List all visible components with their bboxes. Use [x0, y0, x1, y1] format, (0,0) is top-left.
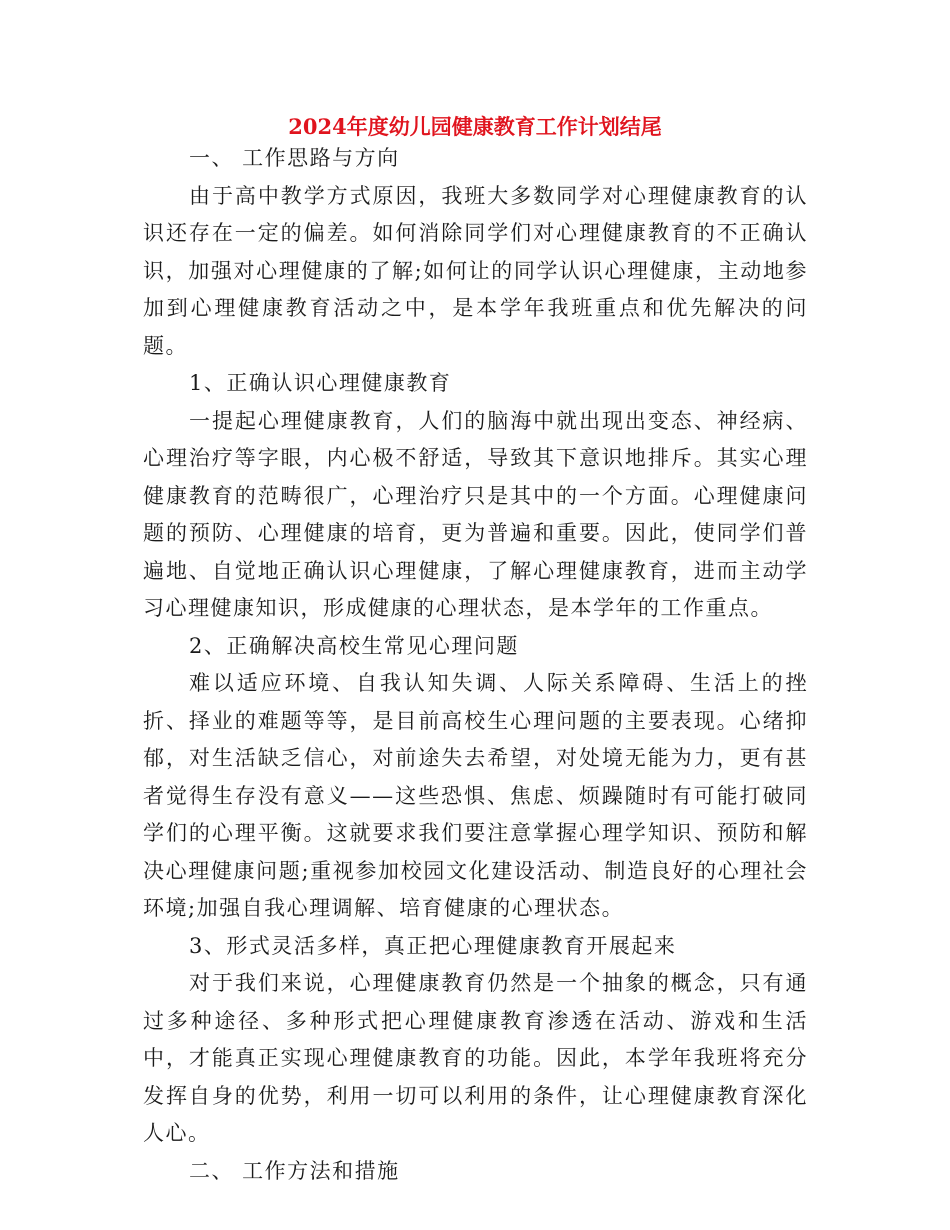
section-heading-1: 一、 工作思路与方向 — [189, 146, 400, 170]
paragraph-1: 一提起心理健康教育，人们的脑海中就出现出变态、神经病、心理治疗等字眼，内心极不舒适，导致其下意识地排斥。其实心理健康教育的范畴很广，心理治疗只是其中的一个方面。心理健康问题的预防、心理健康的培育，更为普遍和重要。因此，使同学们普遍地、自觉地正确认识心理健康，了解心理健康教育，进而主动学习心理健康知识，形成健康的心理状态，是本学年的工作重点。 — [143, 408, 808, 620]
subheading-1: 1、正确认识心理健康教育 — [189, 371, 452, 395]
paragraph-3: 对于我们来说，心理健康教育仍然是一个抽象的概念，只有通过多种途径、多种形式把心理健康教育渗透在活动、游戏和生活中，才能真正实现心理健康教育的功能。因此，本学年我班将充分发挥自身的优势，利用一切可以利用的条件，让心理健康教育深化人心。 — [143, 971, 808, 1145]
section-heading-2: 二、 工作方法和措施 — [189, 1158, 400, 1183]
document-title: 2024年度幼儿园健康教育工作计划结尾 — [288, 114, 662, 139]
paragraph-2: 难以适应环境、自我认知失调、人际关系障碍、生活上的挫折、择业的难题等等，是目前高校生心理问题的主要表现。心绪抑郁，对生活缺乏信心，对前途失去希望，对处境无能为力，更有甚者觉得生存没有意义——这些恐惧、焦虑、烦躁随时有可能打破同学们的心理平衡。这就要求我们要注意掌握心理学知识、预防和解决心理健康问题;重视参加校园文化建设活动、制造良好的心理社会环境;加强自我心理调解、培育健康的心理状态。 — [143, 671, 808, 920]
subheading-2: 2、正确解决高校生常见心理问题 — [189, 633, 519, 658]
paragraph-intro: 由于高中教学方式原因，我班大多数同学对心理健康教育的认识还存在一定的偏差。如何消除同学们对心理健康教育的不正确认识，加强对心理健康的了解;如何让的同学认识心理健康，主动地参加到心理健康教育活动之中，是本学年我班重点和优先解决的问题。 — [143, 183, 808, 358]
subheading-3: 3、形式灵活多样，真正把心理健康教育开展起来 — [189, 933, 677, 958]
document-body — [143, 140, 808, 1190]
